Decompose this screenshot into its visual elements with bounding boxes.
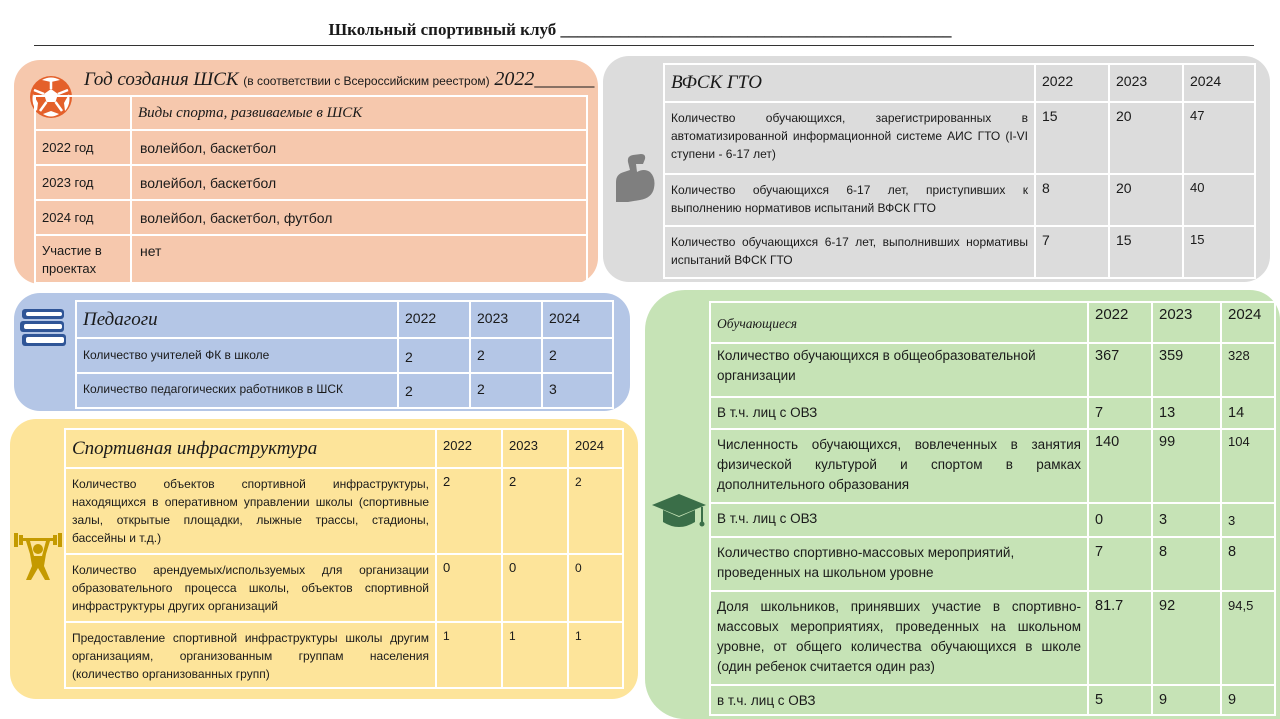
value-cell: 14 — [1221, 397, 1275, 429]
year-header: 2022 — [436, 429, 502, 468]
table-row — [65, 554, 623, 622]
sports-value: волейбол, баскетбол, футбол — [131, 200, 587, 235]
value-cell: 3 — [1221, 503, 1275, 537]
value-cell: 9 — [1221, 685, 1275, 715]
table-row — [710, 685, 1275, 715]
row-label: Количество обучающихся 6-17 лет, приступивших к выполнению нормативов испытаний ВФСК ГТО — [664, 174, 1035, 226]
table-row — [710, 591, 1275, 685]
value-cell: 0 — [1088, 503, 1152, 537]
year-header: 2023 — [1152, 302, 1221, 343]
table-row — [710, 429, 1275, 503]
year-header: 2022 — [398, 301, 470, 338]
table-row — [664, 226, 1255, 278]
value-cell: 7 — [1088, 537, 1152, 591]
row-label: Количество арендуемых/используемых для организации образовательного процесса школы, объектов спортивной инфраструктуры других организаций — [65, 554, 436, 622]
table-row — [76, 373, 613, 408]
value-cell: 20 — [1109, 174, 1183, 226]
value-cell: 8 — [1035, 174, 1109, 226]
value-cell: 2 — [502, 468, 568, 554]
teachers-table — [75, 300, 614, 409]
value-cell: 5 — [1088, 685, 1152, 715]
row-label: Количество спортивно-массовых мероприятий, проведенных на школьном уровне — [710, 537, 1088, 591]
value-cell: 1 — [436, 622, 502, 688]
students-table — [709, 301, 1276, 716]
page-title: Школьный спортивный клуб ______________________________________________ — [328, 20, 952, 39]
value-cell: 7 — [1035, 226, 1109, 278]
value-cell: 104 — [1221, 429, 1275, 503]
table-row — [35, 200, 587, 235]
value-cell: 3 — [542, 373, 613, 408]
value-cell: 3 — [1152, 503, 1221, 537]
year-header: 2024 — [1221, 302, 1275, 343]
table-row — [710, 397, 1275, 429]
table-row — [710, 343, 1275, 397]
year-header: 2024 — [568, 429, 623, 468]
weightlifter-icon — [12, 530, 64, 582]
value-cell: 94,5 — [1221, 591, 1275, 685]
value-cell: 2 — [398, 338, 470, 373]
value-cell: 81.7 — [1088, 591, 1152, 685]
value-cell: 8 — [1221, 537, 1275, 591]
table-row — [35, 165, 587, 200]
row-label: Количество объектов спортивной инфраструктуры, находящихся в оперативном управлении школы (спортивные залы, открытые площадки, лыжные трассы, стадионы, бассейны и т.д.) — [65, 468, 436, 554]
row-label: Количество обучающихся в общеобразовательной организации — [710, 343, 1088, 397]
row-label: В т.ч. лиц с ОВЗ — [710, 503, 1088, 537]
table-row — [35, 130, 587, 165]
teachers-heading: Педагоги — [76, 301, 398, 338]
sports-value: волейбол, баскетбол — [131, 165, 587, 200]
row-label: 2024 год — [35, 200, 131, 235]
club-heading — [84, 68, 594, 91]
club-founded-year: 2022______ — [494, 68, 595, 90]
table-row — [76, 338, 613, 373]
gto-heading: ВФСК ГТО — [664, 64, 1035, 102]
table-row — [65, 622, 623, 688]
value-cell: 15 — [1183, 226, 1255, 278]
flexed-biceps-icon — [610, 152, 660, 204]
sports-value: волейбол, баскетбол — [131, 130, 587, 165]
table-row — [664, 102, 1255, 174]
value-cell: 140 — [1088, 429, 1152, 503]
club-table-corner — [35, 96, 131, 130]
value-cell: 2 — [568, 468, 623, 554]
value-cell: 47 — [1183, 102, 1255, 174]
year-header: 2023 — [470, 301, 542, 338]
value-cell: 15 — [1035, 102, 1109, 174]
value-cell: 13 — [1152, 397, 1221, 429]
year-header: 2022 — [1035, 64, 1109, 102]
row-label: Количество учителей ФК в школе — [76, 338, 398, 373]
row-label: Численность обучающихся, вовлеченных в занятия физической культурой и спортом в рамках дополнительного образования — [710, 429, 1088, 503]
year-header: 2023 — [1109, 64, 1183, 102]
year-header: 2024 — [542, 301, 613, 338]
title-underline — [34, 45, 1254, 46]
year-header: 2022 — [1088, 302, 1152, 343]
value-cell: 92 — [1152, 591, 1221, 685]
value-cell: 1 — [502, 622, 568, 688]
value-cell: 0 — [436, 554, 502, 622]
row-label: Доля школьников, принявших участие в спортивно-массовых мероприятиях, проведенных на школьном уровне, от общего количества обучающихся в школе (один ребенок считается один раз) — [710, 591, 1088, 685]
gto-table — [663, 63, 1256, 279]
row-label: Количество обучающихся, зарегистрированных в автоматизированной информационной системе АИС ГТО (I-VI ступени - 6-17 лет) — [664, 102, 1035, 174]
row-label: 2023 год — [35, 165, 131, 200]
value-cell: 0 — [502, 554, 568, 622]
table-row — [664, 174, 1255, 226]
value-cell: 2 — [398, 373, 470, 408]
value-cell: 7 — [1088, 397, 1152, 429]
value-cell: 359 — [1152, 343, 1221, 397]
projects-value: нет — [131, 235, 587, 283]
row-label: В т.ч. лиц с ОВЗ — [710, 397, 1088, 429]
books-stack-icon — [18, 305, 70, 353]
value-cell: 20 — [1109, 102, 1183, 174]
row-label: Количество обучающихся 6-17 лет, выполнивших нормативы испытаний ВФСК ГТО — [664, 226, 1035, 278]
value-cell: 2 — [436, 468, 502, 554]
club-table — [34, 95, 588, 284]
value-cell: 1 — [568, 622, 623, 688]
row-label: в т.ч. лиц с ОВЗ — [710, 685, 1088, 715]
infra-table — [64, 428, 624, 689]
value-cell: 15 — [1109, 226, 1183, 278]
row-label: Участие в проектах — [35, 235, 131, 283]
value-cell: 2 — [470, 338, 542, 373]
value-cell: 2 — [542, 338, 613, 373]
club-heading-text: Год создания ШСК — [84, 69, 239, 90]
table-row — [710, 503, 1275, 537]
row-label: Количество педагогических работников в ШСК — [76, 373, 398, 408]
infra-heading: Спортивная инфраструктура — [65, 429, 436, 468]
club-heading-note: (в соответствии с Всероссийским реестром) — [243, 74, 490, 88]
value-cell: 367 — [1088, 343, 1152, 397]
value-cell: 9 — [1152, 685, 1221, 715]
value-cell: 0 — [568, 554, 623, 622]
table-row — [710, 537, 1275, 591]
table-row — [35, 235, 587, 283]
value-cell: 328 — [1221, 343, 1275, 397]
year-header: 2024 — [1183, 64, 1255, 102]
value-cell: 99 — [1152, 429, 1221, 503]
value-cell: 2 — [470, 373, 542, 408]
row-label: 2022 год — [35, 130, 131, 165]
value-cell: 40 — [1183, 174, 1255, 226]
table-row — [65, 468, 623, 554]
value-cell: 8 — [1152, 537, 1221, 591]
year-header: 2023 — [502, 429, 568, 468]
students-heading: Обучающиеся — [710, 302, 1088, 343]
graduation-cap-icon — [650, 492, 708, 532]
sports-header: Виды спорта, развиваемые в ШСК — [131, 96, 587, 130]
row-label: Предоставление спортивной инфраструктуры школы другим организациям, организованным группам населения (количество организованных групп) — [65, 622, 436, 688]
